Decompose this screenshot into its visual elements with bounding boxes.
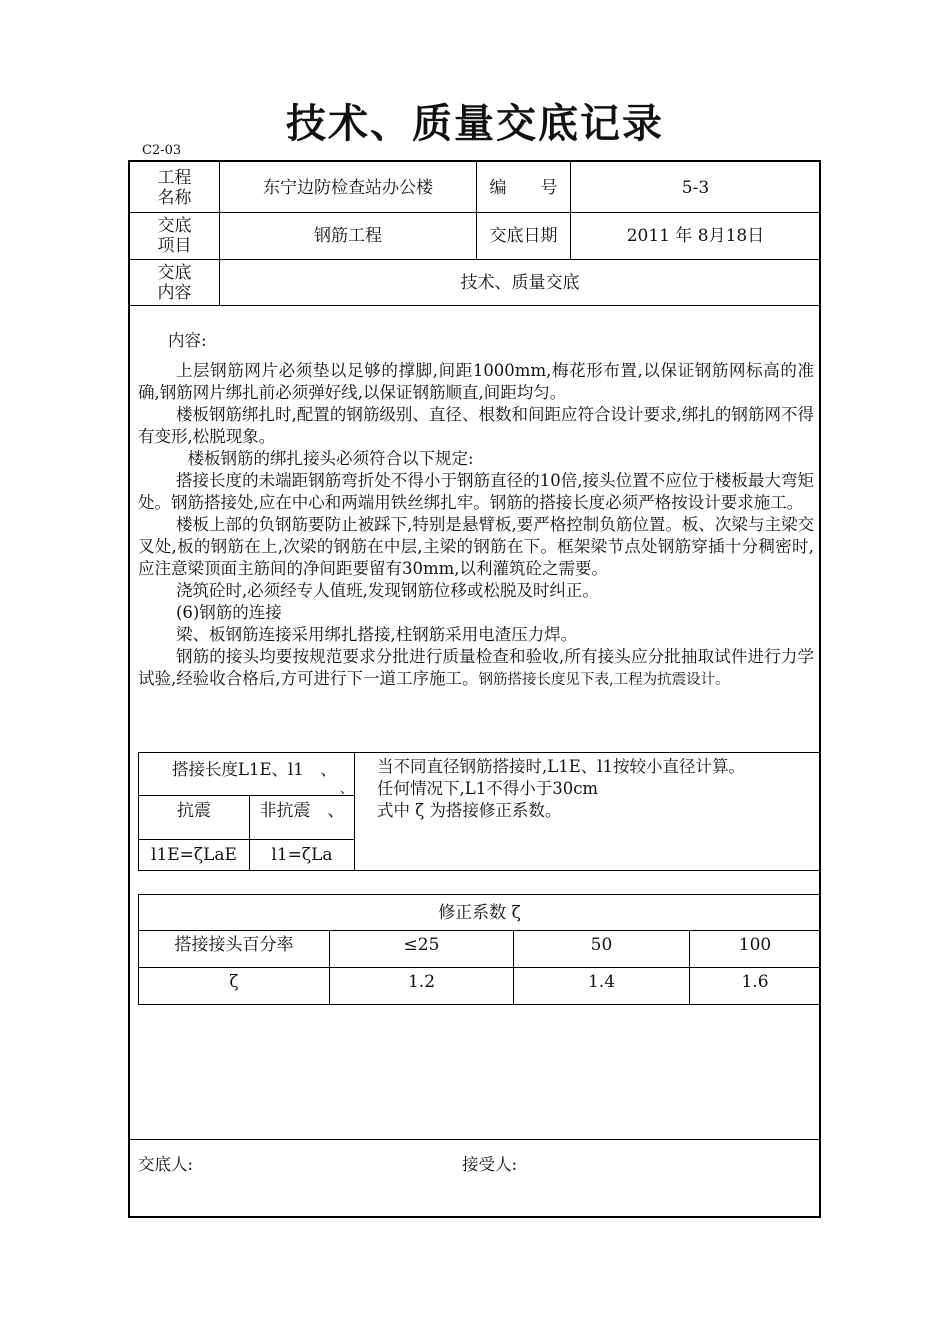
paragraph-text: 钢筋的接头均要按规范要求分批进行质量检查和验收,所有接头应分批抽取试件进行力学试验,经验收合格后,方可进行下一道工序施工。 [138,647,814,688]
document-title: 技术、质量交底记录 [286,100,664,147]
lap-table-col-non-seismic: 非抗震 、 [259,801,345,821]
paragraph [138,646,814,691]
paragraph-tail: 钢筋搭接长度见下表,工程为抗震设计。 [478,672,730,688]
coef-zeta-value: 1.6 [741,972,769,992]
header-divider [129,305,821,306]
coef-row-label-percent: 搭接接头百分率 [174,935,294,955]
item-label-line1: 交底 [157,216,192,236]
lap-table-header: 搭接长度L1E、l1 、 [172,760,337,779]
content-label [130,260,219,305]
item-value: 钢筋工程 [314,226,382,246]
project-name-label-line2: 名称 [157,187,192,208]
lap-note-1: 当不同直径钢筋搭接时,L1E、l1按较小直径计算。 [377,757,746,776]
paragraph: 梁、板钢筋连接采用绑扎搭接,柱钢筋采用电渣压力焊。 [175,625,578,644]
content-label-line2: 内容 [157,282,192,303]
content-label-line1: 交底 [157,262,192,283]
item-label-line2: 项目 [157,236,192,256]
receiver-label: 接受人: [462,1155,518,1174]
coef-percent-value: 100 [738,935,772,955]
footer-divider [129,1139,821,1140]
project-name-label-line1: 工程 [157,167,192,188]
project-name-value: 东宁边防检查站办公楼 [263,177,433,198]
coef-table-title: 修正系数 ζ [438,902,521,923]
lap-note-2: 任何情况下,L1不得小于30cm [377,779,599,798]
coef-row-label-zeta: ζ [229,972,239,992]
lap-table-formula-non-seismic: l1=ζLa [271,845,333,865]
lap-table-header-tail: 、 [340,782,354,797]
date-label: 交底日期 [489,226,558,246]
lap-table-divider [354,752,355,870]
coef-zeta-value: 1.2 [407,972,436,992]
lap-table-top [138,752,821,753]
lap-note-3: 式中 ζ 为搭接修正系数。 [377,801,562,820]
paragraph: 楼板钢筋的绑扎接头必须符合以下规定: [187,449,474,468]
paragraph: 楼板钢筋绑扎时,配置的钢筋级别、直径、根数和间距应符合设计要求,绑扎的钢筋网不得有变形,松脱现象。 [138,405,814,446]
discloser-label: 交底人: [138,1155,194,1174]
date-value: 2011 年 8月18日 [626,226,765,246]
number-label: 编 号 [489,177,558,198]
paragraph: 浇筑砼时,必须经专人值班,发现钢筋位移或松脱及时纠正。 [175,581,599,600]
paragraph: 搭接长度的未端距钢筋弯折处不得小于钢筋直径的10倍,接头位置不应位于楼板最大弯矩处。钢筋搭接处,应在中心和两端用铁丝绑扎牢。钢筋的搭接长度必须严格按设计要求施工。 [138,471,814,512]
disclosure-content [138,330,814,691]
item-label [130,213,219,259]
lap-table-bottom [138,870,821,871]
paragraph: 楼板上部的负钢筋要防止被踩下,特别是悬臂板,要严格控制负筋位置。板、次梁与主梁交叉处,板的钢筋在上,次梁的钢筋在中层,主梁的钢筋在下。框架梁节点处钢筋穿插十分稠密时,应注意梁顶面主筋间的净间距要留有30mm,以利灌筑砼之需要。 [138,515,814,578]
lap-table-col-seismic: 抗震 [177,801,211,821]
paragraph: (6)钢筋的连接 [175,603,282,622]
lap-table-formula-seismic: l1E=ζLaE [151,845,237,865]
form-code: C2-03 [142,143,182,158]
coef-percent-value: ≤25 [403,935,440,955]
number-value: 5-3 [681,177,710,198]
coef-zeta-value: 1.4 [587,972,616,992]
content-heading: 内容: [168,331,207,350]
coef-percent-value: 50 [590,935,613,955]
project-name-label [130,163,219,212]
paragraph: 上层钢筋网片必须垫以足够的撑脚,间距1000mm,梅花形布置,以保证钢筋网标高的准确,钢筋网片绑扎前必须弹好线,以保证钢筋顺直,间距均匀。 [138,361,814,402]
content-value: 技术、质量交底 [460,272,580,293]
